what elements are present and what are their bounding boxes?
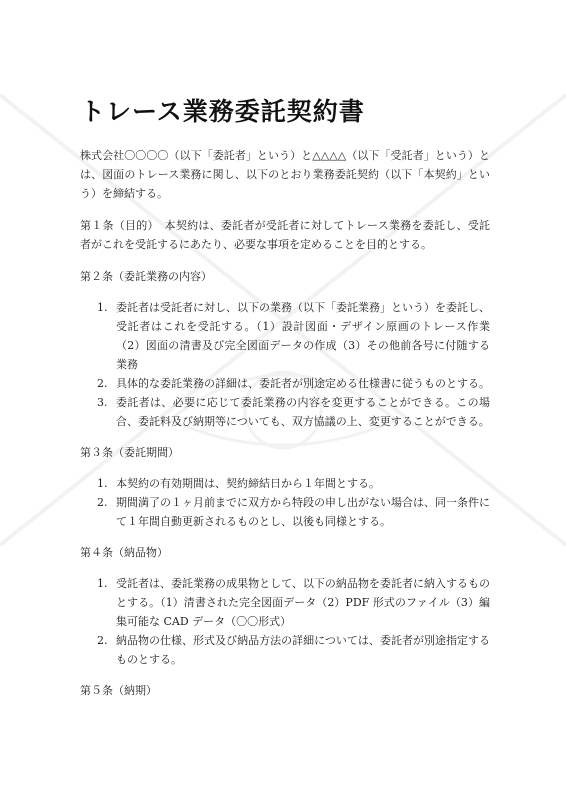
list-item-text: 期間満了の１ヶ月前までに双方から特段の申し出がない場合は、同一条件にて１年間自動更新されるものとし、以後も同様とする。 bbox=[116, 496, 490, 528]
list-item bbox=[80, 298, 490, 374]
list-item bbox=[80, 374, 490, 393]
article-4-list bbox=[80, 574, 490, 669]
list-item bbox=[80, 631, 490, 669]
list-item-text: 受託者は、委託業務の成果物として、以下の納品物を委託者に納入するものとする。（1）清書された完全図面データ（2）PDF 形式のファイル（3）編集可能な CAD データ（〇〇形式） bbox=[116, 577, 490, 628]
article-2-heading: 第２条（委託業務の内容） bbox=[80, 270, 212, 283]
article-3-heading: 第３条（委託期間） bbox=[80, 446, 179, 459]
article-4-heading: 第４条（納品物） bbox=[80, 546, 168, 559]
intro-paragraph: 株式会社〇〇〇〇（以下「委託者」という）と△△△△（以下「受託者」という）とは、図面のトレース業務に関し、以下のとおり業務委託契約（以下「本契約」という）を締結する。 bbox=[80, 149, 490, 200]
list-item-text: 本契約の有効期間は、契約締結日から１年間とする。 bbox=[116, 477, 380, 490]
list-item bbox=[80, 574, 490, 631]
list-number: 3. bbox=[97, 396, 108, 409]
list-item-text: 納品物の仕様、形式及び納品方法の詳細については、委託者が別途指定するものとする。 bbox=[116, 634, 490, 666]
list-number: 2. bbox=[97, 496, 108, 509]
article-2-list bbox=[80, 298, 490, 431]
document-title: トレース業務委託契約書 bbox=[80, 97, 365, 126]
list-item-text: 具体的な委託業務の詳細は、委託者が別途定める仕様書に従うものとする。 bbox=[116, 377, 490, 390]
list-item bbox=[80, 474, 490, 493]
list-number: 1. bbox=[97, 301, 108, 314]
list-number: 1. bbox=[97, 577, 108, 590]
list-item bbox=[80, 393, 490, 431]
list-number: 2. bbox=[97, 377, 108, 390]
list-number: 1. bbox=[97, 477, 108, 490]
list-item bbox=[80, 493, 490, 531]
list-item-text: 委託者は、必要に応じて委託業務の内容を変更することができる。この場合、委託料及び納期等についても、双方協議の上、変更することができる。 bbox=[116, 396, 490, 428]
article-5-heading: 第５条（納期） bbox=[80, 684, 157, 697]
list-item-text: 委託者は受託者に対し、以下の業務（以下「委託業務」という）を委託し、受託者はこれを受託する。（1）設計図面・デザイン原画のトレース作業（2）図面の清書及び完全図面データの作成（3）その他前各号に付随する業務 bbox=[116, 301, 490, 371]
article-3-list bbox=[80, 474, 490, 531]
list-number: 2. bbox=[97, 634, 108, 647]
document-page bbox=[80, 92, 490, 712]
article-1-text: 第１条（目的） 本契約は、委託者が受託者に対してトレース業務を委託し、受託者がこれを受託するにあたり、必要な事項を定めることを目的とする。 bbox=[80, 219, 490, 251]
